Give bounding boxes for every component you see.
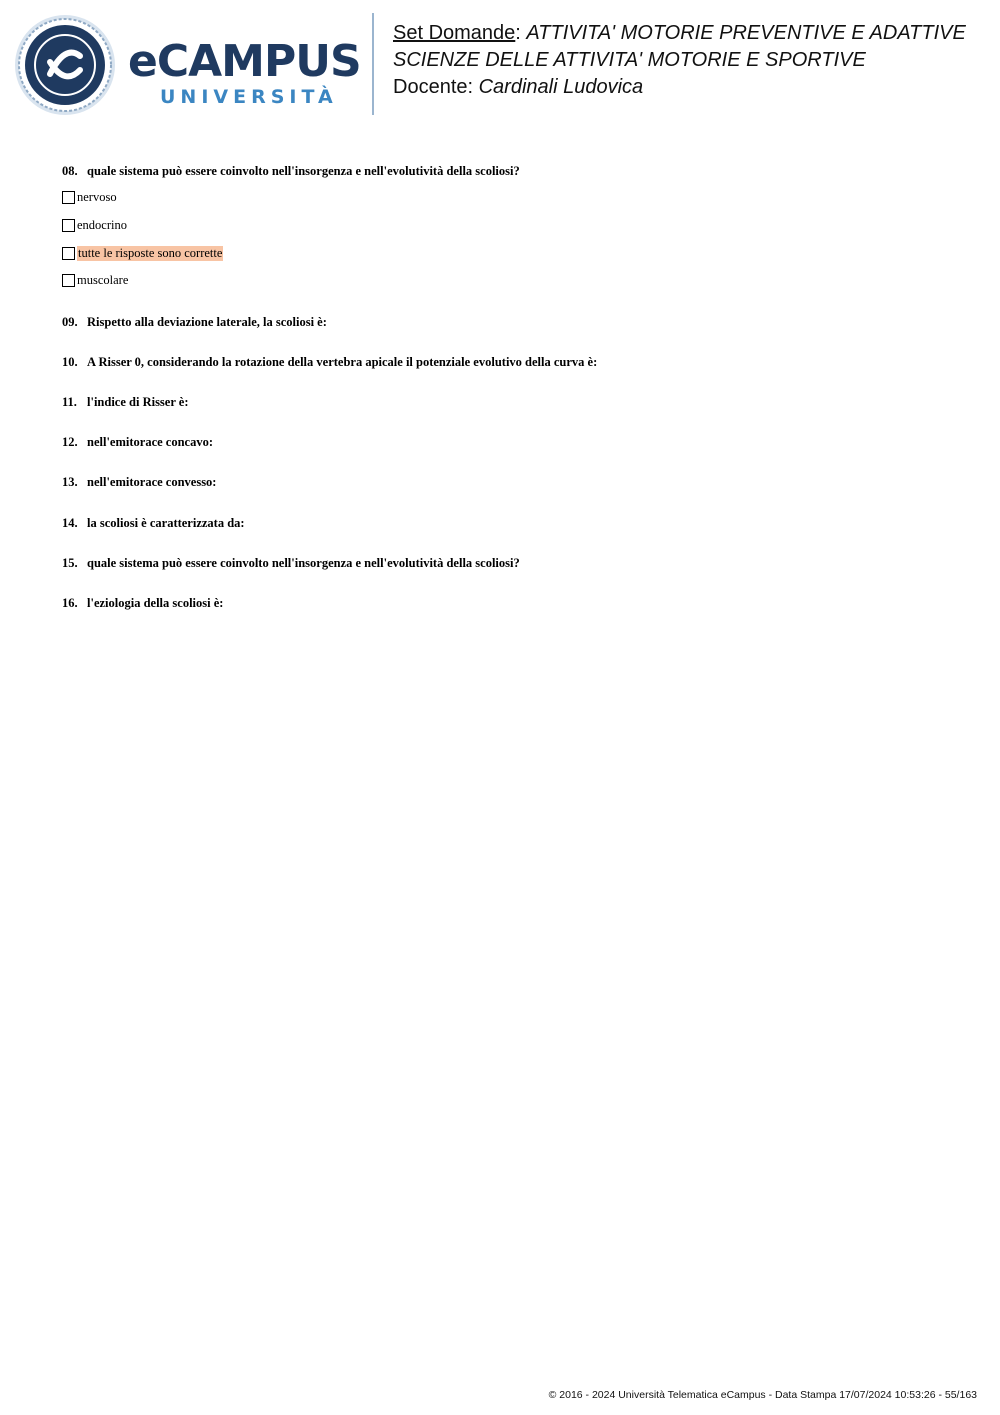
set-separator: : [515,22,527,44]
checkbox[interactable] [62,274,75,287]
question-08 [62,162,520,180]
question-text: nell'emitorace convesso: [87,475,217,489]
teacher-line [393,74,966,101]
option-text: endocrino [77,217,127,232]
universita-wordmark: UNIVERSITÀ [160,86,338,108]
question-13 [62,473,216,491]
header-divider [372,13,374,115]
page-footer: © 2016 - 2024 Università Telematica eCampus - Data Stampa 17/07/2024 10:53:26 - 55/163 [548,1389,977,1401]
question-number: 11. [62,395,77,409]
checkbox[interactable] [62,191,75,204]
set-label: Set Domande [393,22,516,44]
question-text: l'indice di Risser è: [87,395,189,409]
set-title: ATTIVITA' MOTORIE PREVENTIVE E ADATTIVE [526,22,966,44]
question-11 [62,393,189,411]
checkbox[interactable] [62,219,75,232]
option-muscolare[interactable] [62,271,128,289]
question-number: 08. [62,164,78,178]
question-number: 14. [62,516,78,530]
option-endocrino[interactable] [62,216,127,234]
teacher-name: Cardinali Ludovica [478,76,644,98]
question-number: 13. [62,475,78,489]
option-tutte-corrette[interactable] [62,244,223,262]
question-number: 12. [62,435,78,449]
question-number: 15. [62,556,78,570]
ecampus-wordmark: eCAMPUS [128,36,361,87]
question-10 [62,353,597,371]
teacher-label: Docente: [393,76,479,98]
question-number: 09. [62,315,78,329]
question-text: quale sistema può essere coinvolto nell'insorgenza e nell'evolutività della scoliosi? [87,556,520,570]
question-text: Rispetto alla deviazione laterale, la scoliosi è: [87,315,327,329]
checkbox[interactable] [62,247,75,260]
page-header [0,0,1000,120]
question-12 [62,433,213,451]
set-title-line [393,20,966,47]
course-title: SCIENZE DELLE ATTIVITA' MOTORIE E SPORTIVE [393,49,866,71]
option-text-highlighted: tutte le risposte sono corrette [78,245,223,260]
question-number: 16. [62,596,78,610]
question-text: nell'emitorace concavo: [87,435,213,449]
ecampus-seal-logo [14,14,116,116]
question-14 [62,514,245,532]
option-nervoso[interactable] [62,188,117,206]
question-number: 10. [62,355,78,369]
header-info [393,20,966,101]
option-text: muscolare [77,272,129,287]
question-15 [62,554,520,572]
question-09 [62,313,327,331]
question-text: quale sistema può essere coinvolto nell'insorgenza e nell'evolutività della scoliosi? [87,164,520,178]
question-text: A Risser 0, considerando la rotazione della vertebra apicale il potenziale evolutivo della curva è: [87,355,598,369]
option-text: nervoso [77,189,117,204]
question-text: la scoliosi è caratterizzata da: [87,516,245,530]
question-text: l'eziologia della scoliosi è: [87,596,224,610]
question-16 [62,594,223,612]
